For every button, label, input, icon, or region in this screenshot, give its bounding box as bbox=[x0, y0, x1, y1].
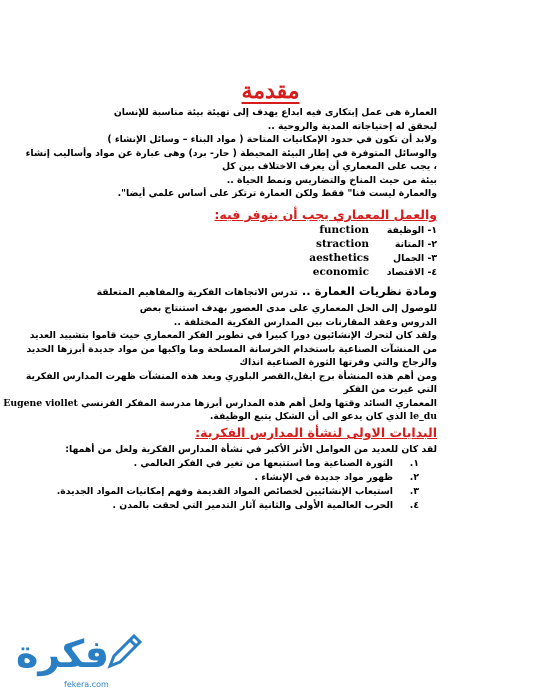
intro-line: ليحقق له إحتياجاته المدية والروحية .. bbox=[267, 120, 437, 132]
beginnings-intro: لقد كان للعديد من العوامل الأثر الأكبر في نشأة المدارس الفكرية ولعل من أهمها: bbox=[65, 444, 437, 455]
theories-line: التي غيرت من الفكر bbox=[343, 384, 437, 395]
site-logo bbox=[6, 632, 156, 696]
theories-line: ومن أهم هذه المنشأة برج ايفل،القصر البلوري وبعد هذه المنشآت ظهرت المدارس الفكرية bbox=[25, 370, 437, 382]
factor-number: ٤. bbox=[409, 499, 419, 511]
theories-paragraph bbox=[3, 282, 437, 424]
factor-text: الحرب العالمية الأولى والثانية آثار التدمير التي لحقت بالمدن . bbox=[112, 499, 393, 511]
intro-line: والوسائل المتوفرة في إطار البيئة المحيطة ( حار- برد) وهى عبارة عن مواد وأساليب إنشاء bbox=[25, 147, 437, 159]
school-name-part-1: Eugene viollet bbox=[3, 397, 78, 409]
term-row bbox=[257, 265, 437, 279]
factor-text: الثورة الصناعية وما استتبعها من تغير في الفكر العالمي . bbox=[133, 457, 393, 469]
factor-number: ٣. bbox=[409, 485, 419, 497]
page-title: مقدمة bbox=[241, 78, 300, 104]
theories-heading-line bbox=[17, 282, 437, 302]
beginnings-heading: البدايات الاولى لنشأة المدارس الفكرية: bbox=[195, 425, 437, 440]
factor-item bbox=[17, 471, 419, 485]
factor-text: ظهور مواد جديدة في الإنشاء . bbox=[254, 471, 393, 483]
logo-wordmark: فكرة bbox=[16, 632, 110, 676]
term-arabic: ١- الوظيفة bbox=[386, 224, 437, 236]
intro-paragraph bbox=[17, 106, 437, 201]
intro-line: ولابد أن تكون في حدود الإمكانيات المتاحة ( مواد البناء – وسائل الإنشاء ) bbox=[107, 134, 437, 145]
term-arabic: ٣- الجمال bbox=[393, 252, 437, 264]
school-line-1 bbox=[3, 397, 437, 411]
theories-line: والزجاج والتي وفرتها الثورة الصناعية انذاك bbox=[239, 357, 437, 368]
term-row bbox=[257, 251, 437, 265]
term-row bbox=[257, 237, 437, 251]
factor-item bbox=[17, 485, 419, 499]
factor-text: استيعاب الإنشائيين لخصائص المواد القديمة وفهم إمكانيات المواد الجديدة. bbox=[56, 485, 393, 497]
theories-line: ولقد كان لتحرك الإنشائيون دورا كبيرا في تطوير الفكر المعماري حيث قاموا بتشييد العديد bbox=[29, 330, 437, 341]
beginnings-section bbox=[17, 443, 437, 513]
terms-list bbox=[257, 223, 437, 279]
intro-line: بيئة من حيث المناخ والتضاريس ونمط الحياة .. bbox=[226, 174, 437, 186]
term-arabic: ٢- المتانة bbox=[394, 238, 437, 250]
school-name-part-2: le_du bbox=[409, 411, 437, 422]
work-requirements-heading: والعمل المعماري يجب أن يتوفر فيه: bbox=[214, 207, 437, 222]
intro-line: ، يجب على المعماري أن يعرف الاختلاف بين كل bbox=[221, 161, 437, 172]
pencil-icon bbox=[104, 632, 144, 672]
theories-heading: ومادة نظريات العمارة .. bbox=[301, 284, 437, 298]
logo-domain: fekera.com bbox=[64, 680, 109, 689]
theories-line: من المنشآت الصناعية باستخدام الخرسانة المسلحة وما واكبها من مواد جديدة أبرزها الحديد bbox=[26, 343, 437, 355]
factor-number: ١. bbox=[409, 457, 419, 469]
intro-line: والعمارة ليست فنا" فقط ولكن العمارة ترتكز على أساس علمي أيضا". bbox=[117, 188, 437, 199]
theories-line: للوصول إلى الحل المعماري على مدى العصور بهدف استنتاج بعض bbox=[139, 303, 437, 314]
term-row bbox=[257, 223, 437, 237]
school-line-2 bbox=[17, 410, 437, 424]
term-english: economic bbox=[312, 266, 369, 278]
term-english: straction bbox=[316, 238, 369, 250]
school-line-2-arabic: الذي كان يدعو الى أن الشكل يتبع الوظيفة. bbox=[209, 411, 407, 422]
term-arabic: ٤- الاقتصاد bbox=[386, 266, 437, 278]
factor-number: ٢. bbox=[409, 471, 419, 483]
theories-heading-rest: تدرس الاتجاهات الفكرية والمفاهيم المتعلقة bbox=[96, 287, 298, 298]
term-english: aesthetics bbox=[309, 252, 369, 264]
term-english: function bbox=[319, 224, 369, 236]
school-line-1-arabic: المعماري السائد وقتها ولعل أهم هذه المدارس أبرزها مدرسة المفكر الفرنسي bbox=[81, 397, 437, 409]
factor-item bbox=[17, 499, 419, 513]
intro-line: العمارة هى عمل إبتكارى فيه ابداع يهدف إلى تهيئة بيئة مناسبة للإنسان bbox=[113, 107, 437, 118]
factor-item bbox=[17, 457, 419, 471]
theories-line: الدروس وعقد المقارنات بين المدارس الفكرية المختلفة .. bbox=[173, 316, 437, 328]
